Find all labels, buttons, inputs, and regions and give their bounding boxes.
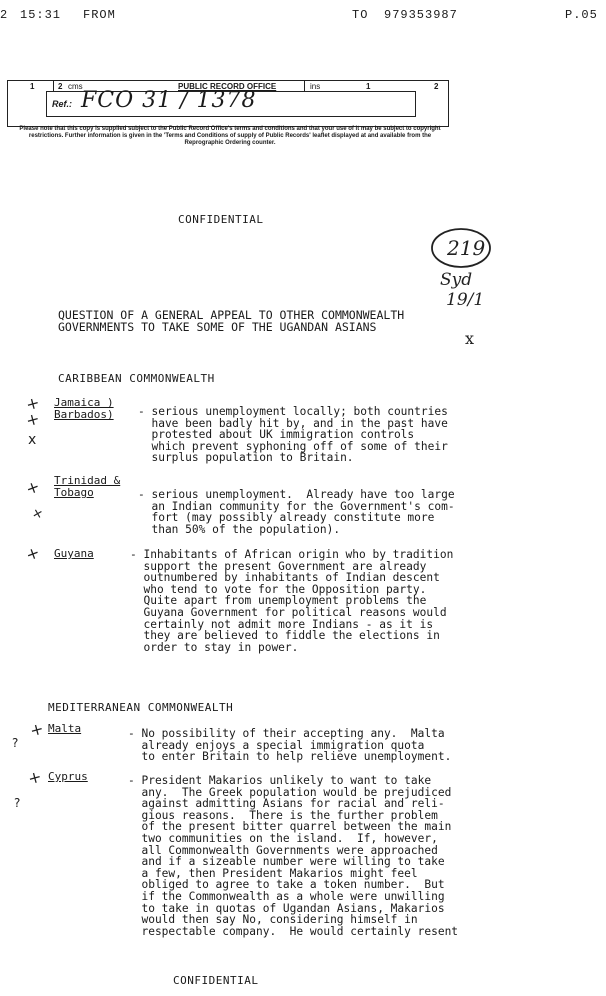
stamp-col-last: 2 — [434, 82, 439, 91]
folio-date: 19/1 — [446, 290, 485, 310]
fax-page-number: P.05 — [565, 8, 598, 22]
margin-tick-guyana: + — [23, 542, 43, 565]
reference-label: Ref.: — [52, 99, 72, 109]
margin-tick-trinidad: + — [23, 476, 43, 499]
label-guyana: Guyana — [54, 547, 94, 560]
reference-number: FCO 31 / 1378 — [81, 88, 257, 113]
stamp-ins-label: ins — [310, 82, 321, 91]
classification-top: CONFIDENTIAL — [178, 213, 264, 226]
margin-query-malta: ? — [12, 736, 19, 750]
entry-guyana-text: - Inhabitants of African origin who by tradition support the present Government are already outnumbered by inhabitants of Indian descent who tend to vote for the Opposition party. Quite apart from unemployment problems the Guyana Government for political reasons would certainly not admit more Indians - as it is they are believed to fiddle the elections in order to stay in power. — [130, 548, 454, 654]
record-office-stamp — [7, 80, 449, 127]
fax-to-label: TO — [352, 8, 369, 22]
copyright-notice: Please note that this copy is supplied subject to the Public Record Office's terms and conditions and that your use of it may be subject to copyright restrictions. Further information is given in the 'Terms and Conditions of supply of Public Records' leaflet displayed at and available from the Reprographic Ordering counter. — [19, 126, 441, 146]
label-trinidad: Trinidad & — [54, 474, 121, 487]
entry-trinidad-tobago-text: - serious unemployment. Already have too large an Indian community for the Government's com- fort (may possibly already constitute more than 50% of the population). — [138, 488, 455, 536]
reference-field — [46, 88, 416, 117]
entry-cyprus-text: - President Makarios unlikely to want to take any. The Greek population would be prejudiced against admitting Asians for racial and reli- gious reasons. There is the further problem of the present bitter quarrel between the main two communities on the island. If, however, all Commonwealth Governments were approached and if a sizeable number were willing to take a few, then President Makarios might feel obliged to agree to take a token number. But if the Commonwealth as a whole were unwilling to take in quotas of Ugandan Asians, Makarios would then say No, considering himself in respectable company. He would certainly resent — [128, 774, 459, 938]
document-title-line-1: QUESTION OF A GENERAL APPEAL TO OTHER COMMONWEALTH — [58, 308, 405, 322]
title-cross-mark: x — [465, 329, 475, 348]
fax-to-number: 979353987 — [384, 8, 458, 22]
label-tobago: Tobago — [54, 486, 94, 499]
entry-malta-text: - No possibility of their accepting any. Malta already enjoys a special immigration quota to enter Britain to help relieve unemployment. — [128, 727, 452, 764]
label-barbados: Barbados) — [54, 408, 114, 421]
caribbean-heading: CARIBBEAN COMMONWEALTH — [58, 372, 215, 385]
margin-cross-caribbean: x — [28, 432, 37, 448]
label-jamaica: Jamaica ) — [54, 396, 114, 409]
stamp-office-name: PUBLIC RECORD OFFICE — [178, 82, 277, 91]
label-malta: Malta — [48, 722, 82, 735]
label-cyprus: Cyprus — [48, 770, 88, 783]
margin-tick-jamaica: + — [23, 392, 42, 415]
mediterranean-heading: MEDITERRANEAN COMMONWEALTH — [48, 701, 234, 714]
stamp-cms-label: cms — [68, 82, 83, 91]
margin-tick-malta: + — [27, 718, 46, 741]
folio-number: 219 — [447, 236, 486, 260]
fax-from-label: FROM — [83, 8, 116, 22]
margin-tick-tobago: + — [28, 504, 47, 524]
margin-tick-barbados: + — [23, 408, 42, 431]
stamp-col-ins: 1 — [366, 82, 371, 91]
fax-page-prefix: 2 — [0, 8, 9, 22]
stamp-col-2: 2 — [58, 82, 63, 91]
margin-query-cyprus: ? — [14, 796, 21, 810]
classification-bottom: CONFIDENTIAL — [173, 974, 259, 987]
document-title-line-2: GOVERNMENTS TO TAKE SOME OF THE UGANDAN ASIANS — [58, 320, 377, 334]
folio-initials: Syd — [440, 270, 473, 290]
margin-tick-cyprus: + — [25, 766, 44, 789]
entry-jamaica-barbados-text: - serious unemployment locally; both countries have been badly hit by, and in the past have protested about UK immigration controls which prevent syphoning off of some of their surplus population to Britain. — [138, 405, 448, 465]
fax-time: 15:31 — [20, 8, 62, 22]
stamp-col-1: 1 — [30, 82, 35, 91]
